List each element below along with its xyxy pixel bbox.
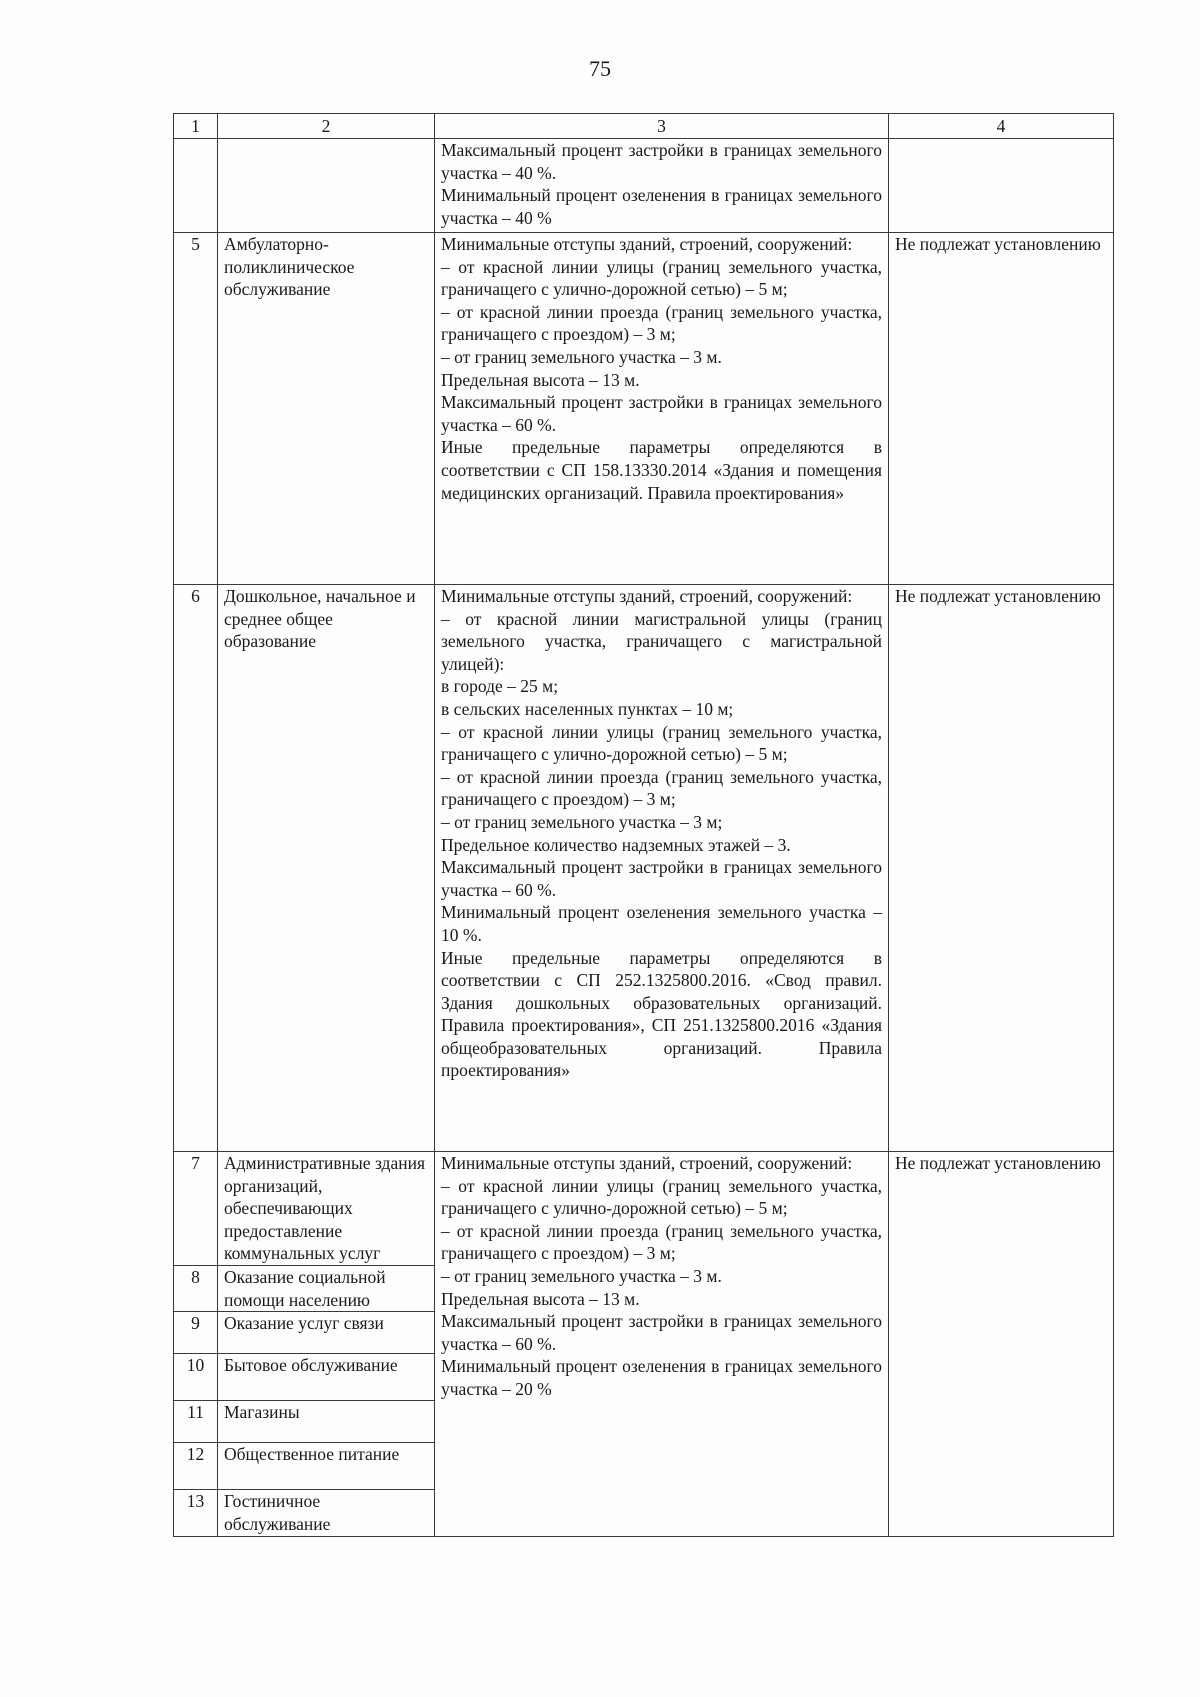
parameter-line: – от границ земельного участка – 3 м. <box>441 1265 722 1286</box>
parameter-line: Минимальный процент озеленения в границах земельного участка – 20 % <box>441 1356 882 1399</box>
parameters-cell <box>435 139 889 233</box>
row-number: 11 <box>174 1401 218 1443</box>
use-type-name: Административные здания организаций, обеспечивающих предоставление коммунальных услуг <box>218 1152 435 1266</box>
regulations-table <box>173 113 1114 1537</box>
row-number: 6 <box>174 585 218 1152</box>
parameter-line: – от красной линии проезда (границ земельного участка, граничащего с проездом) – 3 м; <box>441 1220 882 1264</box>
parameter-line: Минимальный процент озеленения земельного участка – 10 %. <box>441 902 882 945</box>
table-row-6 <box>174 585 1114 1152</box>
parameter-line: – от красной линии магистральной улицы (границ земельного участка, граничащего с магистральной улицей): <box>441 608 882 674</box>
row-number: 10 <box>174 1354 218 1401</box>
row-number: 12 <box>174 1443 218 1490</box>
parameters-cell <box>435 233 889 585</box>
parameter-line: – от красной линии улицы (границ земельного участка, граничащего с улично-дорожной сетью) – 5 м; <box>441 256 882 300</box>
parameter-line: – от красной линии проезда (границ земельного участка, граничащего с проездом) – 3 м; <box>441 766 882 810</box>
table-header-row <box>174 114 1114 139</box>
use-type-name <box>218 139 435 233</box>
parameter-line: Максимальный процент застройки в границах земельного участка – 60 %. <box>441 392 882 435</box>
column-header-3: 3 <box>435 114 889 139</box>
row-number: 7 <box>174 1152 218 1266</box>
table-row-5 <box>174 233 1114 585</box>
parameter-line: Минимальные отступы зданий, строений, сооружений: <box>441 234 853 254</box>
parameter-line: – от красной линии проезда (границ земельного участка, граничащего с проездом) – 3 м; <box>441 301 882 345</box>
parameter-line: в городе – 25 м; <box>441 676 559 697</box>
parameter-line: Минимальные отступы зданий, строений, сооружений: <box>441 1153 853 1173</box>
parameter-line: – от границ земельного участка – 3 м. <box>441 346 722 367</box>
restrictions-cell: Не подлежат установлению <box>889 233 1114 585</box>
row-number: 8 <box>174 1266 218 1312</box>
use-type-name: Магазины <box>218 1401 435 1443</box>
parameter-line: – от красной линии улицы (границ земельного участка, граничащего с улично-дорожной сетью) – 5 м; <box>441 1175 882 1219</box>
use-type-name: Оказание социальной помощи населению <box>218 1266 435 1312</box>
parameter-line: Максимальный процент застройки в границах земельного участка – 60 %. <box>441 1311 882 1354</box>
use-type-name: Дошкольное, начальное и среднее общее образование <box>218 585 435 1152</box>
parameters-cell <box>435 1152 889 1537</box>
parameter-line: Максимальный процент застройки в границах земельного участка – 60 %. <box>441 857 882 900</box>
parameter-line: – от границ земельного участка – 3 м; <box>441 811 723 832</box>
row-number: 9 <box>174 1312 218 1354</box>
use-type-name: Общественное питание <box>218 1443 435 1490</box>
use-type-name: Амбулаторно-поликлиническое обслуживание <box>218 233 435 585</box>
parameter-line: Предельная высота – 13 м. <box>441 1288 640 1309</box>
parameter-line: Минимальные отступы зданий, строений, сооружений: <box>441 586 853 606</box>
parameter-line: Максимальный процент застройки в границах земельного участка – 40 %. <box>441 140 882 183</box>
parameter-line: в сельских населенных пунктах – 10 м; <box>441 698 734 719</box>
restrictions-cell <box>889 139 1114 233</box>
use-type-name: Гостиничное обслуживание <box>218 1490 435 1537</box>
table-row-7 <box>174 1152 1114 1266</box>
row-number <box>174 139 218 233</box>
parameter-line: – от красной линии улицы (границ земельного участка, граничащего с улично-дорожной сетью) – 5 м; <box>441 721 882 765</box>
row-number: 5 <box>174 233 218 585</box>
parameter-line: Предельное количество надземных этажей – 3. <box>441 834 791 855</box>
page-number: 75 <box>589 56 611 81</box>
parameter-line: Предельная высота – 13 м. <box>441 369 640 390</box>
column-header-1: 1 <box>174 114 218 139</box>
restrictions-cell: Не подлежат установлению <box>889 585 1114 1152</box>
column-header-4: 4 <box>889 114 1114 139</box>
use-type-name: Бытовое обслуживание <box>218 1354 435 1401</box>
use-type-name: Оказание услуг связи <box>218 1312 435 1354</box>
restrictions-cell: Не подлежат установлению <box>889 1152 1114 1537</box>
parameters-cell <box>435 585 889 1152</box>
row-number: 13 <box>174 1490 218 1537</box>
parameter-line: Иные предельные параметры определяются в соответствии с СП 252.1325800.2016. «Свод правил. Здания дошкольных образовательных организаций. Правила проектирования», СП 251.1325800.2016 «Здания общеобразовательных организаций. Правила проектирования» <box>441 947 882 1081</box>
column-header-2: 2 <box>218 114 435 139</box>
parameter-line: Иные предельные параметры определяются в соответствии с СП 158.13330.2014 «Здания и помещения медицинских организаций. Правила проектирования» <box>441 437 882 503</box>
parameter-line: Минимальный процент озеленения в границах земельного участка – 40 % <box>441 185 882 228</box>
table-row-continuation <box>174 139 1114 233</box>
